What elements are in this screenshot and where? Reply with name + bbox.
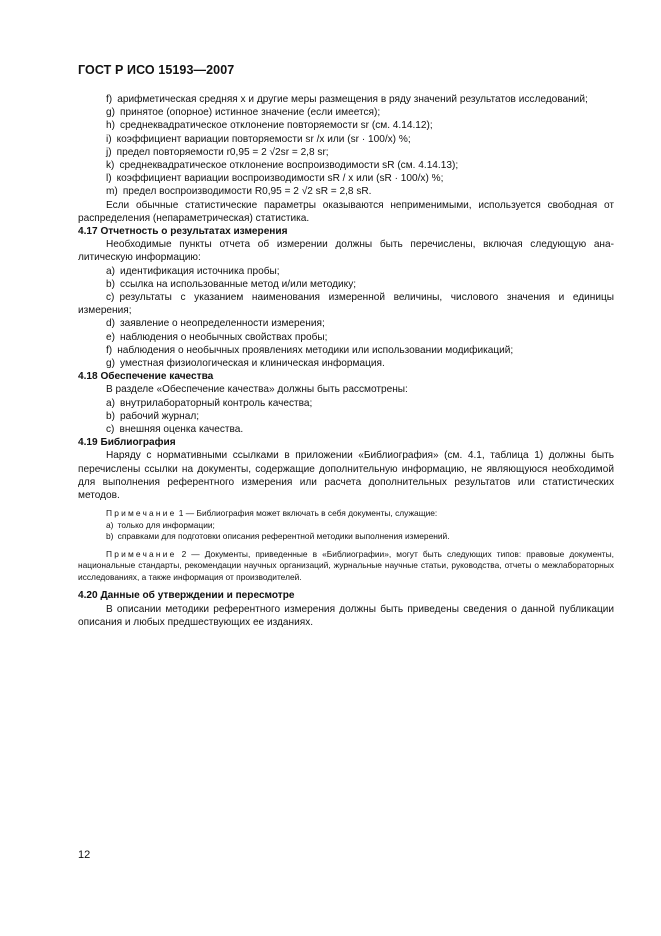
note-1-item-a: a) только для информации; (106, 519, 215, 530)
document-body (78, 93, 614, 629)
list-item-j: j) предел повторяемости r0,95 = 2 √2sr = 2,8 sr; (106, 146, 329, 158)
section-heading-4-20: 4.20 Данные об утверждении и пересмотре (78, 590, 295, 602)
note-2-label: Примечание (106, 548, 177, 559)
section-heading-4-19: 4.19 Библиография (78, 437, 176, 449)
list-item-i: i) коэффициент вариации повторяемости sr /x или (sr · 100/x) %; (106, 133, 411, 145)
note-1-label: Примечание (106, 508, 177, 519)
list-item-l: l) коэффициент вариации воспроизводимости sR / x или (sR · 100/x) %; (106, 173, 444, 185)
qa-item-c: c) внешняя оценка качества. (106, 424, 244, 436)
page-number: 12 (78, 849, 91, 861)
report-item-c: c) результаты с указанием наименования измеренной величины, числового значения и единицы измерения; (78, 292, 614, 317)
section-heading-4-17: 4.17 Отчетность о результатах измерения (78, 226, 288, 238)
report-item-f: f) наблюдения о необычных проявлениях методики или использовании модификаций; (106, 344, 514, 356)
paragraph-nonparametric: Если обычные статистические параметры оказываются неприменимыми, используется свободная от распределения (непараметрическая) статистика. (78, 199, 614, 224)
list-item-h: h) среднеквадратическое отклонение повторяемости sr (см. 4.14.12); (106, 120, 433, 132)
report-item-a: a) идентификация источника пробы; (106, 265, 280, 277)
note-2-text: 2 — Документы, приведенные в «Библиографии», могут быть следующих типов: правовые документы, национальные стандарты, рекомендации научных организаций, журнальные научные статьи, руководства, отчеты о межлабораторных исследованиях, а также информация от производителей. (78, 548, 614, 582)
note-2 (78, 549, 614, 584)
list-item-f: f) арифметическая средняя x и другие меры размещения в ряду значений результатов исследований; (106, 94, 588, 105)
report-item-g: g) уместная физиологическая и клиническая информация. (106, 358, 385, 370)
list-item-g: g) принятое (опорное) истинное значение (если имеется); (106, 107, 381, 119)
section-heading-4-18: 4.18 Обеспечение качества (78, 371, 214, 383)
list-item-k: k) среднеквадратическое отклонение воспроизводимости sR (см. 4.14.13); (106, 160, 459, 172)
qa-item-a: a) внутрилабораторный контроль качества; (106, 397, 313, 409)
note-1 (78, 508, 614, 520)
section-4-19-paragraph: Наряду с нормативными ссылками в приложении «Библиография» (см. 4.1, таблица 1) должны быть перечислены ссылки на документы, содержащие дополнительную информацию, не являющуюся необходимой для выполнения референтного измерения или расчета дополнительных результатов или статистических методов. (78, 450, 614, 502)
report-item-b: b) ссылка на использованные метод и/или методику; (106, 278, 357, 290)
note-1-text: 1 — Библиография может включать в себя документы, служащие: (176, 508, 438, 519)
document-header: ГОСТ Р ИСО 15193—2007 (78, 63, 235, 77)
note-1-item-b: b) справками для подготовки описания референтной методики выполнения измерений. (106, 531, 450, 542)
qa-item-b: b) рабочий журнал; (106, 410, 200, 422)
report-item-e: e) наблюдения о необычных свойствах пробы; (106, 331, 328, 343)
section-4-20-paragraph: В описании методики референтного измерения должны быть приведены сведения о данной публикации описания и любых предшествующих ее изданиях. (78, 603, 614, 628)
report-item-d: d) заявление о неопределенности измерения; (106, 318, 325, 330)
list-item-m: m) предел воспроизводимости R0,95 = 2 √2 sR = 2,8 sR. (106, 186, 372, 198)
section-4-17-intro: Необходимые пункты отчета об измерении должны быть перечислены, включая следующую аналитическую информацию: (78, 239, 614, 264)
section-4-18-intro: В разделе «Обеспечение качества» должны быть рассмотрены: (106, 384, 408, 396)
